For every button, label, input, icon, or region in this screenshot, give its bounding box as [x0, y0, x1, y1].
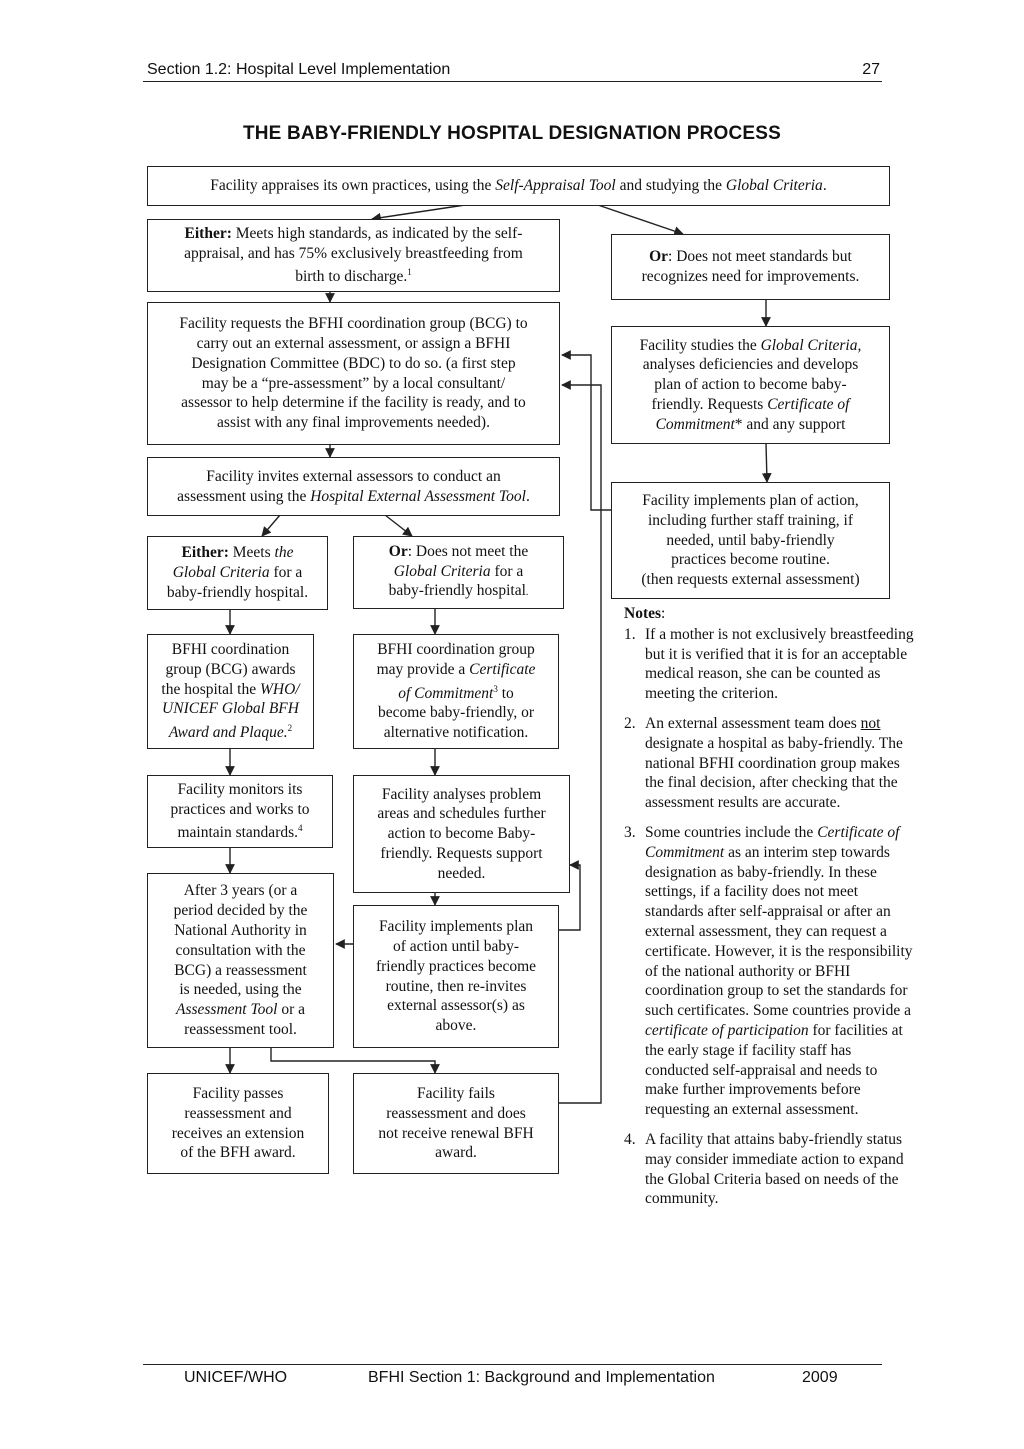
box-analyses-problems: Facility analyses problem areas and schedules further action to become Baby- friendly. Requests support needed. — [353, 775, 570, 893]
box-bcg-certificate: BFHI coordination group may provide a Certificate of Commitment$^3$ to become baby-friendly, or alternative notification. — [353, 634, 559, 749]
arrow-after-to-fails — [271, 1047, 435, 1073]
box-or-does-not-meet: Or: Does not meet standards but recognizes need for improvements. — [611, 234, 890, 300]
footer-document-title: BFHI Section 1: Background and Implementation — [368, 1369, 715, 1386]
page-title: THE BABY-FRIENDLY HOSPITAL DESIGNATION PROCESS — [242, 123, 782, 144]
box-studies-criteria: Facility studies the Global Criteria, analyses deficiencies and develops plan of action to become baby- friendly. Requests Certificate of Commitment* and any support — [611, 326, 890, 444]
box-either-meets-standards: Either: Meets high standards, as indicated by the self- appraisal, and has 75% exclusively breastfeeding from birth to discharge.$^1$ — [147, 219, 560, 292]
note-1: 1. If a mother is not exclusively breastfeeding but it is verified that it is for an acceptable medical reason, she can be counted as meeting the criterion. — [624, 625, 914, 703]
box-implements-until-routine: Facility implements plan of action until baby- friendly practices become routine, then re-invites external assessor(s) as above. — [353, 905, 559, 1048]
arrow-appraise-to-or — [598, 205, 683, 234]
arrow-implements-to-request — [562, 355, 611, 510]
arrow-invites-to-or-global — [385, 515, 412, 536]
box-monitors-practices: Facility monitors its practices and works to maintain standards.$^4$ — [147, 775, 333, 848]
footer-organization: UNICEF/WHO — [184, 1369, 288, 1386]
footer-year: 2009 — [802, 1369, 838, 1386]
notes-section — [624, 604, 914, 1219]
arrow-appraise-to-either — [372, 205, 465, 219]
box-invites-assessors: Facility invites external assessors to conduct an assessment using the Hospital External Assessment Tool. — [147, 457, 560, 516]
running-header-section: Section 1.2: Hospital Level Implementation — [147, 61, 451, 78]
arrow-invites-to-either-global — [262, 515, 280, 536]
arrow-fails-to-request — [559, 385, 601, 1103]
arrow-studies-to-implements — [766, 443, 767, 482]
notes-title: Notes: — [624, 605, 666, 622]
note-2: 2. An external assessment team does not designate a hospital as baby-friendly. The national BFHI coordination group makes the final decision, after checking that the assessment results are accurate. — [624, 714, 903, 812]
box-request-bcg: Facility requests the BFHI coordination group (BCG) to carry out an external assessment, or assign a BFHI Designation Committee (BDC) to do so. (a first step may be a “pre-assessment” by a local consultant/ assessor to help determine if the facility is ready, and to assist with any final improvements needed). — [147, 302, 560, 445]
note-4: 4. A facility that attains baby-friendly status may consider immediate action to expand the Global Criteria based on needs of the community. — [624, 1130, 904, 1208]
box-reassessment-after-3-years: After 3 years (or a period decided by the National Authority in consultation with the BCG) a reassessment is needed, using the Assessment Tool or a reassessment tool. — [147, 873, 334, 1048]
box-either-meets-global: Either: Meets the Global Criteria for a baby-friendly hospital. — [147, 536, 328, 610]
box-fails-reassessment: Facility fails reassessment and does not receive renewal BFH award. — [353, 1073, 559, 1174]
box-or-not-meet-global: Or: Does not meet the Global Criteria for a baby-friendly hospital. — [353, 536, 564, 609]
box-self-appraisal: Facility appraises its own practices, using the Self-Appraisal Tool and studying the Global Criteria. — [147, 166, 890, 206]
footer-rule — [143, 1364, 882, 1365]
box-bcg-awards: BFHI coordination group (BCG) awards the hospital the WHO/ UNICEF Global BFH Award and Plaque.$^2$ — [147, 634, 314, 749]
box-passes-reassessment: Facility passes reassessment and receives an extension of the BFH award. — [147, 1073, 329, 1174]
box-implements-plan: Facility implements plan of action, including further staff training, if needed, until baby-friendly practices become routine. (then requests external assessment) — [611, 482, 890, 599]
page-number: 27 — [862, 61, 880, 78]
note-3: 3. Some countries include the Certificate of Commitment as an interim step towards designation as baby-friendly. In these settings, if a facility does not meet standards after self-appraisal or after an external assessment, they can request a certificate. However, it is the responsibility of the national authority or BFHI coordination group to set the standards for such certificates. Some countries provide a certificate of participation for facilities at the early stage if facility staff has conducted self-appraisal and needs to make further improvements before requesting an external assessment. — [624, 823, 913, 1119]
